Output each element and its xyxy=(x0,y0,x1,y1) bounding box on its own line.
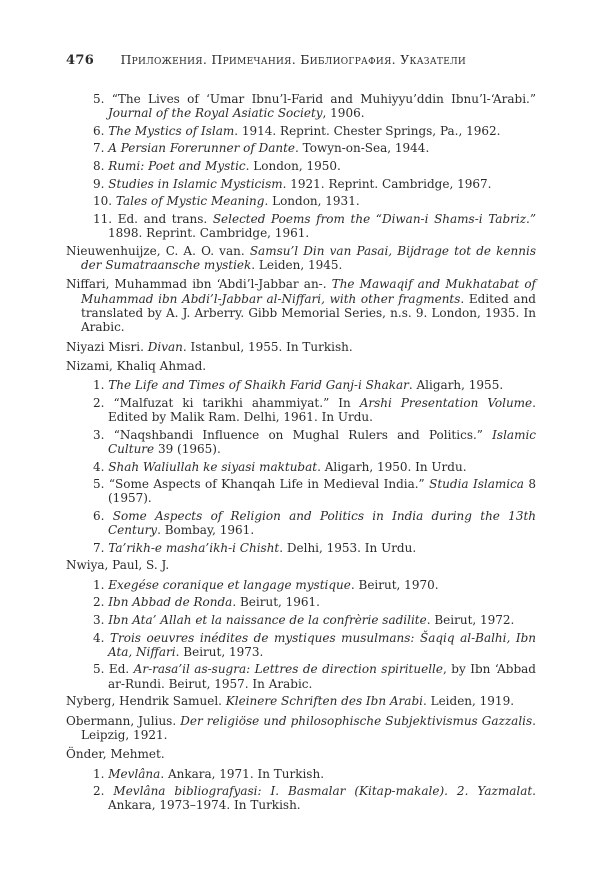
entry-text: . Delhi, 1953. In Urdu. xyxy=(279,540,417,555)
bibliography-entry xyxy=(66,359,536,373)
bibliography-subentry xyxy=(93,631,536,660)
bibliography-subentry xyxy=(93,141,536,155)
work-title: Ta’rikh-e masha’ikh-i Chisht xyxy=(108,540,280,555)
entry-text: . Beirut, 1973. xyxy=(175,644,264,659)
bibliography-list xyxy=(66,92,536,816)
work-title: Islamic Culture xyxy=(108,427,536,456)
entry-text: Niyazi Misri. xyxy=(66,339,148,354)
bibliography-entry xyxy=(66,694,536,708)
bibliography-subentry xyxy=(93,578,536,592)
entry-text: 3. “Naqshbandi Influence on Mughal Rulers and Politics.” xyxy=(93,427,493,442)
entry-text: 1. xyxy=(93,378,109,393)
entry-text: 1898. Reprint. Cambridge, 1961. xyxy=(108,226,310,241)
work-title: Trois oeuvres inédites de mystiques musulmans: Šaqiq al-Balhi, Ibn Ata, Niffari xyxy=(108,630,536,659)
work-title: Shah Waliullah ke siyasi maktubat xyxy=(108,459,318,474)
entry-text: 4. xyxy=(93,630,110,645)
entry-text: 5. Ed. xyxy=(93,662,134,677)
entry-text: 10. xyxy=(93,194,116,209)
work-title: Some Aspects of Religion and Politics in India during the 13th Century xyxy=(108,508,537,538)
bibliography-subentry xyxy=(93,784,536,813)
entry-text: 39 (1965). xyxy=(154,441,221,456)
bibliography-entry xyxy=(66,558,536,572)
entry-text: . Edited and translated by A. J. Arberry. Gibb Memorial Series, n.s. 9. London, 1935. In Arabic. xyxy=(81,291,536,335)
entry-text: 8. xyxy=(93,159,109,174)
work-title: Der religiöse und philosophische Subjektivismus Gazzalis xyxy=(180,713,533,728)
work-title: Mevlâna bibliografyasi: I. Basmalar (Kitap-makale). 2. Yazmalat xyxy=(113,784,533,799)
entry-text: . London, 1950. xyxy=(245,159,341,174)
entry-text: 2. xyxy=(93,784,114,799)
entry-text: 2. “Malfuzat ki tarikhi ahammiyat.” In xyxy=(93,395,360,410)
entry-text: Nizami, Khaliq Ahmad. xyxy=(66,358,207,373)
entry-text: 7. xyxy=(93,540,109,555)
entry-text: . Ankara, 1971. In Turkish. xyxy=(160,766,325,781)
bibliography-subentry xyxy=(93,177,536,191)
work-title: Studia Islamica xyxy=(429,477,524,492)
entry-text: Önder, Mehmet. xyxy=(66,747,165,762)
entry-text: . Edited by Malik Ram. Delhi, 1961. In Urdu. xyxy=(108,395,536,425)
entry-text: . Aligarh, 1955. xyxy=(408,378,504,393)
bibliography-entry xyxy=(66,277,536,334)
bibliography-subentry xyxy=(93,212,536,241)
work-title: Tales of Mystic Meaning xyxy=(115,194,265,209)
bibliography-entry xyxy=(66,714,536,743)
entry-text: 1. xyxy=(93,577,109,592)
entry-text: , 1906. xyxy=(322,106,365,121)
entry-text: 7. xyxy=(93,141,109,156)
entry-text: Nieuwenhuijze, C. A. O. van. xyxy=(66,243,250,258)
work-title: A Persian Forerunner of Dante xyxy=(108,141,296,156)
entry-text: . Ankara, 1973–1974. In Turkish. xyxy=(108,784,536,813)
entry-text: . Leipzig, 1921. xyxy=(81,713,536,742)
bibliography-subentry xyxy=(93,595,536,609)
work-title: Arshi Presentation Volume xyxy=(359,395,533,410)
work-title: Ar-rasa’il as-sugra: Lettres de direction spirituelle xyxy=(133,662,443,677)
bibliography-subentry xyxy=(93,767,536,781)
work-title: Ibn Ata’ Allah et la naissance de la confrèrie sadilite xyxy=(108,612,427,627)
page-number: 476 xyxy=(66,53,95,68)
bibliography-subentry xyxy=(93,613,536,627)
entry-text: . Leiden, 1945. xyxy=(251,258,343,273)
entry-text: 6. xyxy=(93,508,113,523)
entry-text: . Bombay, 1961. xyxy=(157,523,255,538)
entry-text: Obermann, Julius. xyxy=(66,713,181,728)
entry-text: . 1921. Reprint. Cambridge, 1967. xyxy=(282,176,492,191)
entry-text: . London, 1931. xyxy=(264,194,360,209)
bibliography-subentry xyxy=(93,124,536,138)
bibliography-subentry xyxy=(93,460,536,474)
bibliography-subentry xyxy=(93,159,536,173)
bibliography-subentry xyxy=(93,477,536,506)
entry-text: . Towyn-on-Sea, 1944. xyxy=(295,141,430,156)
bibliography-subentry xyxy=(93,396,536,425)
entry-text: . 1914. Reprint. Chester Springs, Pa., 1962. xyxy=(234,123,501,138)
entry-text: . Beirut, 1970. xyxy=(350,577,439,592)
entry-text: 3. xyxy=(93,612,109,627)
bibliography-subentry xyxy=(93,428,536,457)
work-title: Rumi: Poet and Mystic xyxy=(108,159,246,174)
entry-text: . Beirut, 1972. xyxy=(426,612,515,627)
bibliography-entry xyxy=(66,747,536,761)
entry-text: Nyberg, Hendrik Samuel. xyxy=(66,694,226,709)
work-title: Kleinere Schriften des Ibn Arabi xyxy=(225,694,423,709)
entry-text: 9. xyxy=(93,176,109,191)
bibliography-subentry xyxy=(93,541,536,555)
entry-text: 5. “The Lives of ‘Umar Ibnu’l-Farid and Muhiyyu’ddin Ibnu’l-‘Arabi.” xyxy=(93,92,536,106)
work-title: The Mawaqif and Mukhatabat of Muhammad ibn Abdi’l-Jabbar al-Niffari, with other fragments xyxy=(81,277,536,306)
work-title: Mevlâna xyxy=(108,766,161,781)
work-title: Selected Poems from the “Diwan-i Shams-i Tabriz.” xyxy=(212,211,536,226)
entry-text: . Aligarh, 1950. In Urdu. xyxy=(317,459,467,474)
entry-text: 6. xyxy=(93,123,109,138)
entry-text: 5. “Some Aspects of Khanqah Life in Medieval India.” xyxy=(93,477,430,492)
entry-text: Nwiya, Paul, S. J. xyxy=(66,558,170,573)
entry-text: , by Ibn ‘Abbad ar-Rundi. Beirut, 1957. In Arabic. xyxy=(108,662,536,691)
entry-text: 11. Ed. and trans. xyxy=(93,211,213,226)
work-title: Divan xyxy=(147,339,183,354)
entry-text: 1. xyxy=(93,766,109,781)
bibliography-subentry xyxy=(93,509,536,538)
work-title: Studies in Islamic Mysticism xyxy=(108,176,283,191)
bibliography-entry xyxy=(66,244,536,273)
entry-text: Niffari, Muhammad ibn ‘Abdi’l-Jabbar an-. xyxy=(66,277,332,292)
work-title: The Mystics of Islam xyxy=(108,123,235,138)
bibliography-entry xyxy=(66,340,536,354)
entry-text: . Istanbul, 1955. In Turkish. xyxy=(182,339,353,354)
work-title: Journal of the Royal Asiatic Society xyxy=(108,106,323,121)
bibliography-subentry xyxy=(93,662,536,691)
bibliography-subentry xyxy=(93,194,536,208)
bibliography-subentry xyxy=(93,378,536,392)
entry-text: 2. xyxy=(93,595,109,610)
running-title: Приложения. Примечания. Библиография. Указатели xyxy=(120,52,467,67)
work-title: Exegése coranique et langage mystique xyxy=(108,577,351,592)
work-title: Samsu’l Din van Pasai, Bijdrage tot de kennis der Sumatraansche mystiek xyxy=(81,243,536,273)
bibliography-subentry xyxy=(93,92,536,121)
work-title: Ibn Abbad de Ronda xyxy=(108,595,233,610)
entry-text: 4. xyxy=(93,459,109,474)
work-title: The Life and Times of Shaikh Farid Ganj-i Shakar xyxy=(108,378,409,393)
entry-text: 8 (1957). xyxy=(108,477,536,506)
entry-text: . Beirut, 1961. xyxy=(232,595,320,610)
entry-text: . Leiden, 1919. xyxy=(422,694,515,709)
running-header xyxy=(66,52,536,68)
